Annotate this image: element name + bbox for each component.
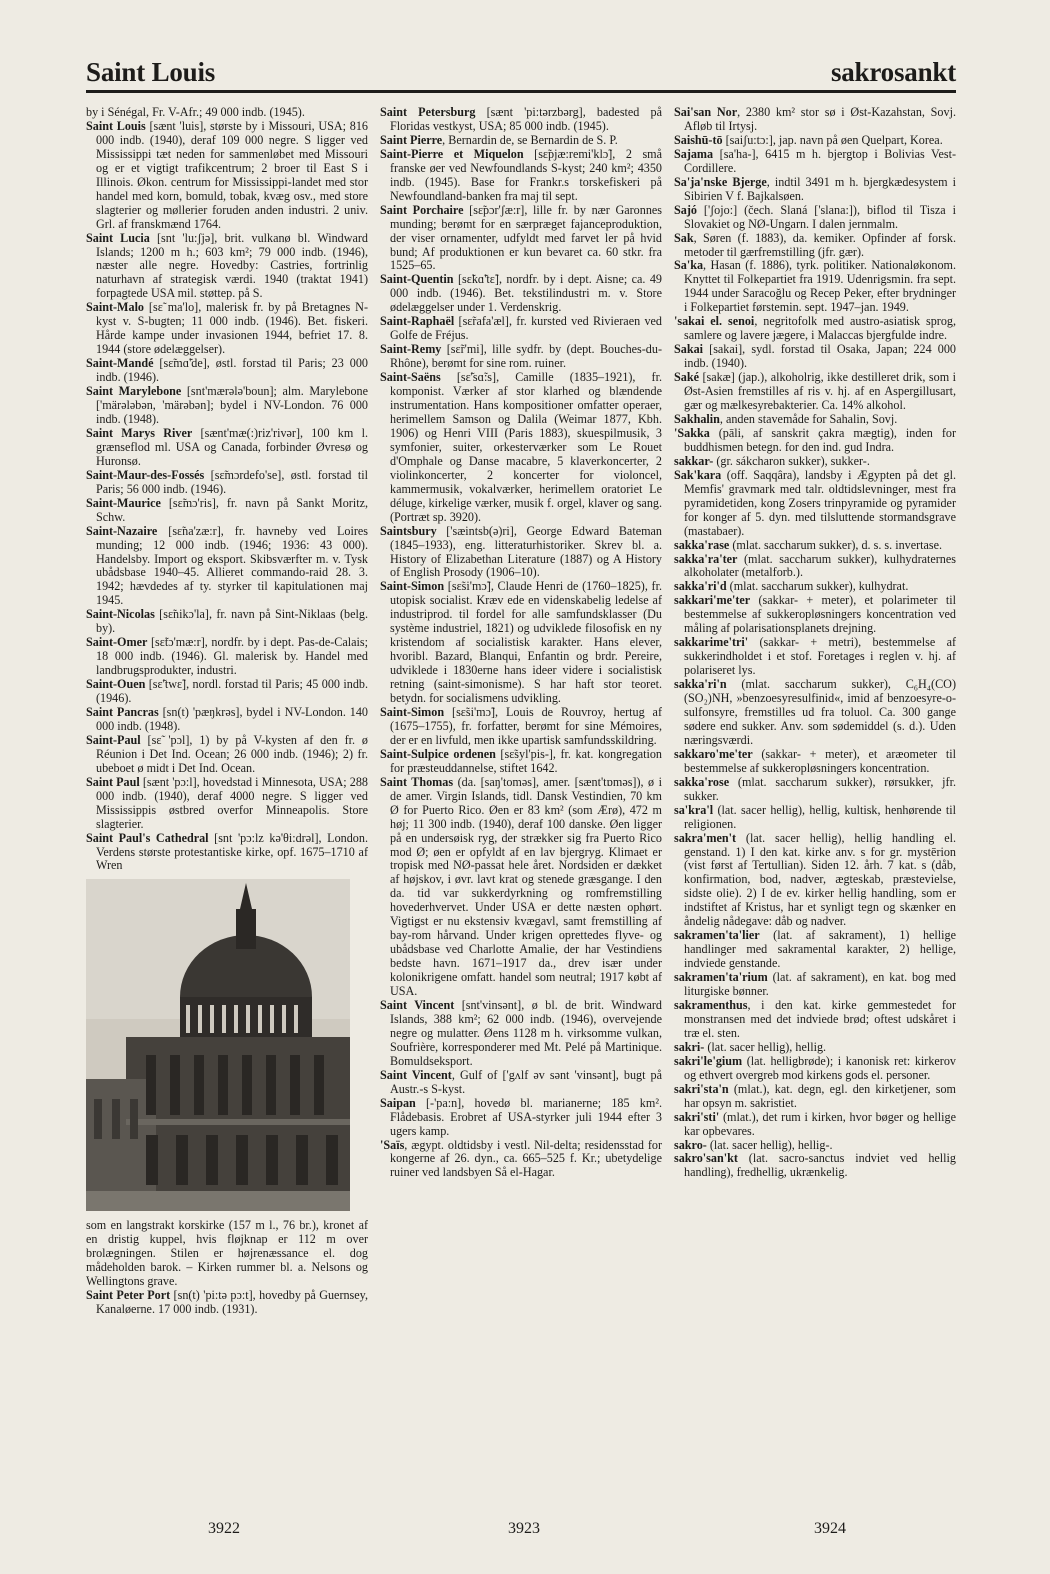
dictionary-entry: Saint Paul's Cathedral [snt 'pɔ:lz kə'θi:drəl], London. Verdens største protestantiske kirke, opf. 1675–1710 af Wren [86,830,368,873]
column-1-entries [86,106,368,873]
dictionary-entry: Sak'kara (off. Saqqâra), landsby i Ægypten på det gl. Memfis' gravmark med talr. oldtidslevninger, mest fra pyramidetiden, kong Zosers trinpyramide og pyramider for konger af 5. dyn. med tilsluttende stormandsgrave (mastabaer). [674,467,956,538]
running-head-right: sakrosankt [830,57,956,87]
dictionary-entry: Saint Louis [sænt 'luis], største by i Missouri, USA; 816 000 indb. (1940), deraf 109 000 negre. S ligger ved Mississippi tæt neden for sammenløbet med Missouri og er et vigtigt trafikcentrum; 2 broer til East S i Illinois. Økon. centrum for Mississippi-landet med stor handel med korn, bomuld, tobak, kvæg osv., med store slagterier og møllerier foruden anden industri. 2 univ. Grl. af franskmænd 1764. [86,118,368,231]
dictionary-entry: by i Sénégal, Fr. V-Afr.; 49 000 indb. (1945). [86,106,305,119]
dictionary-entry: Sajama [sa'ha-], 6415 m h. bjergtop i Bolivias Vest-Cordillere. [674,146,956,175]
dictionary-entry: 'sakai el. senoi, negritofolk med austro-asiatisk sprog, samlere og lavere jægere, i Malaccas bjergfulde indre. [674,314,956,343]
dictionary-entry: Saint-Pierre et Miquelon [sɛ̃pjæ:remi'klɔ̃], 2 små franske øer ved Newfoundlands S-kyst; 240 km²; 4350 indb. (1945). Base for Frankr.s torskefiskeri på Newfoundland-banken fra maj til sept. [380,146,662,203]
header-rule [86,90,956,93]
dictionary-entry: Saint-Maurice [sɛ̃mɔ'ris], fr. navn på Sankt Moritz, Schw. [86,495,368,524]
dictionary-entry: sakka'ri'd (mlat. saccharum sukker), kulhydrat. [674,579,909,594]
dictionary-entry: Saint Lucia [snt 'lu:ʃjə], brit. vulkanø bl. Windward Islands; 1200 m h.; 603 km²; 79 000 indb. (1946), næster alle negre. Hovedby: Castries, fortrinlig naturhavn af strategisk værdi. 1940 (traktat 1941) forpagtede USA mil. støttep. på S. [86,230,368,301]
dictionary-entry: Saint-Mandé [sɛ̃mɑ̃'de], østl. forstad til Paris; 23 000 indb. (1946). [86,356,368,385]
dictionary-entry: Saint-Paul [sɛ̃ 'pɔl], 1) by på V-kysten af den fr. ø Réunion i Det Ind. Ocean; 26 000 indb. (1946); 2) fr. ubeboet ø midt i Det Ind. Ocean. [86,732,368,775]
dictionary-entry: Saint Vincent [snt'vinsənt], ø bl. de brit. Windward Islands, 388 km²; 62 000 indb. (1946), overvejende negre og mulatter. Øens 1128 m h. virksomme vulkan, Soufrière, korresponderer med Mt. Pelé på Martinique. Bomuldseksport. [380,998,662,1068]
dictionary-entry: Saintsbury ['sæintsb(ə)ri], George Edward Bateman (1845–1933), eng. litteraturhistoriker. Skrev bl. a. History of Elizabethan Literature (1887) og A History of English Prosody (1906–10). [380,523,662,580]
dictionary-entry: Sa'ja'nske Bjerge, indtil 3491 m h. bjergkædesystem i Sibirien V f. Bajkalsøen. [674,174,956,203]
dictionary-entry: Saint Petersburg [sænt 'pi:tərzbərg], badested på Floridas vestkyst, USA; 85 000 indb. (1945). [380,106,662,133]
dictionary-entry: Saint Marylebone [snt'mærələ'boun]; alm. Marylebone ['märələbən, 'märəbən]; bydel i NV-London. 76 000 indb. (1948). [86,384,368,426]
running-head-left: Saint Louis [86,57,216,87]
column-1 [86,106,368,1506]
dictionary-entry: sakra'men't (lat. sacer hellig), hellig handling el. genstand. 1) I den kat. kirke anv. s for gr. mystērion (vist først af Tertullian). Siden 12. årh. 7 kat. s (dåb, konfirmation, bod, nadver, ægteskab, præstevielse, sidste olie). 2) I de ev. kirker hellig handling, som er indstiftet af Kristus, har et synligt tegn og skænker en åndelig nådegave: dåb og nadver. [674,830,956,929]
dictionary-entry: Saint-Raphaël [sɛ̃rafa'æl], fr. kursted ved Rivieraen ved Golfe de Fréjus. [380,314,662,343]
dictionary-entry: Saint Porchaire [sɛ̃pɔr'ʃæ:r], lille fr. by nær Garonnes munding; berømt for en særpræget fajanceproduktion, der viser ornamenter, udfyldt med farvet ler på hvid bund; Af produktionen er kun bevaret ca. 60 stkr. fra 1525–65. [380,202,662,273]
dictionary-entry: sakka'rase (mlat. saccharum sukker), d. s. s. invertase. [674,537,943,552]
dictionary-entry: sakri'sta'n (mlat.), kat. degn, egl. den kirketjener, som har opsyn m. sakristiet. [674,1081,956,1110]
dictionary-entry: Saint Pierre, Bernardin de, se Bernardin de S. P. [380,132,618,147]
dictionary-entry: Saint-Simon [sɛ̃si'mɔ̃], Louis de Rouvroy, hertug af (1675–1755), fr. forfatter, berømt for sine Mémoires, der er en livfuld, men ikke upartisk samfundsskildring. [380,704,662,747]
dictionary-entry: sakro- (lat. sacer hellig), hellig-. [674,1137,833,1152]
dictionary-entry: 'Sakka (pāli, af sanskrit çakra mægtig), inden for buddhismen betegn. for den ind. gud Indra. [674,425,956,454]
dictionary-entry: Saint-Omer [sɛ̃tɔ'mæ:r], nordfr. by i dept. Pas-de-Calais; 18 000 indb. (1946). Gl. malerisk by. Handel med landbrugsprodukter, industri. [86,635,368,678]
st-pauls-cathedral-photo [86,879,350,1211]
dictionary-entry: Saint Marys River [sænt'mæ(:)riz'rivər], 100 km l. grænseflod ml. USA og Canada, forbinder Øvresø og Huronsø. [86,425,368,468]
dictionary-entry: sakkar- (gr. sákcharon sukker), sukker-. [674,453,870,468]
dictionary-entry: sakramen'ta'lier (lat. af sakrament), 1) hellige handlinger med sakramental karakter, 2) hellige, indviede genstande. [674,928,956,971]
page-number-1: 3922 [208,1520,240,1537]
dictionary-entry: Saint-Quentin [sɛ̃kɑ̃'tɛ̃], nordfr. by i dept. Aisne; ca. 49 000 indb. (1946). Bet. tekstilindustri m. v. Store ødelæggelser under 1. Verdenskrig. [380,272,662,315]
dictionary-entry: sa'kra'l (lat. sacer hellig), hellig, kultisk, henhørende til religionen. [674,802,956,831]
dictionary-entry: sakkarime'tri' (sakkar- + metri), bestemmelse af sukkerindholdet i et stof. Foretages i reglen v. hj. af polariseret lys. [674,635,956,678]
page-number-3: 3924 [814,1520,846,1537]
dictionary-entry: sakka'ri'n (mlat. saccharum sukker), C₆H₄(CO)(SO₂)NH, »benzoesyresulfinid«, imid af benzoesyre-o-sulfonsyre, fremstilles ud fra toluol. Ca. 300 gange sødere end sukker. Anv. som sødemiddel (s. d.). Uden næringsværdi. [674,677,956,747]
dictionary-entry: sakkaro'me'ter (sakkar- + meter), et aræometer til bestemmelse af sukkeropløsningers koncentration. [674,746,956,775]
dictionary-entry: Sak, Søren (f. 1883), da. kemiker. Opfinder af forsk. metoder til gærfremstilling (jfr. gær). [674,230,956,259]
dictionary-entry: Saint Paul [sænt 'pɔ:l], hovedstad i Minnesota, USA; 288 000 indb. (1940), deraf 4000 negre. S ligger ved Mississippis østbred overfor Minneapolis. Store slagterier. [86,774,368,831]
dictionary-entry: 'Saïs, ægypt. oldtidsby i vestl. Nil-delta; residensstad for kongerne af 26. dyn., ca. 665–525 f. Kr.; ubetydelige ruiner ved landsbyen Så el-Hagar. [380,1137,662,1180]
dictionary-entry: Saint-Sulpice ordenen [sɛ̃syl'pis-], fr. kat. kongregation for præsteuddannelse, stiftet 1642. [380,746,662,775]
dictionary-entry: Saishū-tō [saiʃu:tɔ:], jap. navn på øen Quelpart, Korea. [674,132,943,147]
dictionary-entry: sakramen'ta'rium (lat. af sakrament), en kat. bog med liturgiske bønner. [674,970,956,999]
dictionary-entry: Sa'ka, Hasan (f. 1886), tyrk. politiker. Nationaløkonom. Knyttet til Folkepartiet fra 1919. Udenrigsmin. fra sept. 1944 under Saracoğlu og Recep Peker, efter brydninger i Folkepartiet førstemin. sept. 1947–jan. 1949. [674,258,956,315]
dictionary-entry: sakka'ra'ter (mlat. saccharum sukker), kulhydraternes alkoholater (metalforb.). [674,551,956,580]
column-2 [380,106,662,1506]
dictionary-entry: Saint-Nazaire [sɛ̃na'zæ:r], fr. havneby ved Loires munding; 12 000 indb. (1946; 1936: 43 000). Handelsby. Import og eksport. Skibsværfter m. v. Tysk ubådsbase 1940–45. Allieret commando-raid 28. 3. 1942; hævdedes af ty. styrker til kapitulationen maj 1945. [86,523,368,608]
dictionary-entry: Saipan [-'pa:n], hovedø bl. marianerne; 185 km². Flådebasis. Erobret af USA-styrker juli 1944 efter 3 ugers kamp. [380,1095,662,1138]
dictionary-entry: sakri'le'gium (lat. helligbrøde); i kanonisk ret: kirkerov og ethvert overgreb mod kirkens gods el. personer. [674,1053,956,1082]
dictionary-entry: Saint-Remy [sɛ̃r'mi], lille sydfr. by (dept. Bouches-du-Rhône), berømt for sine rom. ruiner. [380,342,662,371]
column-3 [674,106,956,1506]
dictionary-entry: Saint-Maur-des-Fossés [sɛ̃mɔrdefo'se], østl. forstad til Paris; 56 000 indb. (1946). [86,467,368,496]
dictionary-entry: som en langstrakt korskirke (157 m l., 76 br.), kronet af en dristig kuppel, hvis fløjknap er 112 m over brolægningen. Stilen er højrenæssance el. dog mådeholden barok. – Kirken rummer bl. a. Nelsons og Wellingtons grave. [86,1218,368,1289]
dictionary-entry: sakri- (lat. sacer hellig), hellig. [674,1039,827,1054]
dictionary-entry: Saint Vincent, Gulf of ['gʌlf əv sənt 'vinsənt], bugt på Austr.-s S-kyst. [380,1067,662,1096]
dictionary-entry: Saint-Malo [sɛ̃ ma'lo], malerisk fr. by på Bretagnes N-kyst v. S-bugten; 11 000 indb. (1946). Bet. fiskeri. Hårde kampe under invasionen 1944, befriet 17. 8. 1944 (store ødelæggelser). [86,300,368,357]
dictionary-entry: Sakhalin, anden stavemåde for Sahalin, Sovj. [674,411,898,426]
dictionary-entry: Saké [sakæ] (jap.), alkoholrig, ikke destilleret drik, som i Øst-Asien fremstilles af ris v. hj. af en Aspergillusart, gær og mælkesyrebakterier. Ca. 14% alkohol. [674,370,956,413]
dictionary-entry: Saint-Nicolas [sɛ̃nikɔ'la], fr. navn på Sint-Niklaas (belg. by). [86,607,368,636]
dictionary-entry: sakka'rose (mlat. saccharum sukker), rørsukker, jfr. sukker. [674,774,956,803]
running-header [86,42,956,86]
dictionary-entry: Saint Peter Port [sn(t) 'pi:tə pɔ:t], hovedby på Guernsey, Kanaløerne. 17 000 indb. (1931). [86,1288,368,1317]
dictionary-entry: Sai'san Nor, 2380 km² stor sø i Øst-Kazahstan, Sovj. Afløb til Irtysj. [674,106,956,133]
dictionary-columns [86,106,956,1506]
column-1-entries-continued [86,1219,368,1317]
dictionary-entry: Saint-Ouen [sɛ̃'twɛ̃], nordl. forstad til Paris; 45 000 indb. (1946). [86,677,368,706]
dictionary-entry: sakkari'me'ter (sakkar- + meter), et polarimeter til bestemmelse af sukkeropløsningers koncentration ved måling af polarisationsplanets drejning. [674,593,956,636]
dictionary-entry: Saint Pancras [sn(t) 'pæŋkrəs], bydel i NV-London. 140 000 indb. (1948). [86,704,368,733]
dictionary-entry: sakro'san'kt (lat. sacro-sanctus indviet ved hellig handling), fredhellig, ukrænkelig. [674,1151,956,1180]
dictionary-entry: Saint-Saëns [sɛ̃'sɑ̃:s], Camille (1835–1921), fr. komponist. Værker af stor klarhed og blændende instrumentation. Hans kompositioner omfatter operaer, herimellem Samson og Dalila (Weimar 1877, Kbh. 1906) og Henri VIII (Paris 1883), skuespilmusik, 3 symfonier, suiter, orkesterværker som Le Rouet d'Omphale og Danse macabre, 5 klaverkoncerter, 2 violinkoncerter, 2 koncerter for violoncel, kammermusik, vokalværker, herimellem oratoriet Le déluge, kirkelige værker, musik f. orgel, klaver og sang. (Portræt sp. 3920). [380,370,662,524]
dictionary-entry: Saint Thomas (da. [saŋ'toməs], amer. [sænt'tɒməs]), ø i de amer. Virgin Islands, tidl. Dansk Vestindien, 70 km Ø for Puerto Rico. Øen er 83 km² (som Ærø), 472 m høj; 11 300 indb. (1940), deraf 100 danske. Øen ligger på en undersøisk ryg, der strækker sig fra Puerto Rico mod Ø; øen er opfyldt af en lav bjergryg. Klimaet er tropisk med NØ-passat hele året. Nordsiden er dækket af højskov, i øvr. lavt krat og stenede græsgange. I den da. tid var sukkerdyrkning og romfremstilling hovederhvervet. Under USA er dette næsten ophørt. Vigtigst er nu ekstensiv kvægavl, samt fremstilling af bay-rom hårvand. Under krigen oprettedes flyve- og ubådsbase ved Charlotte Amalie, der har Vestindiens bedste havn. 1671–1917 da., drev især under kolonikrigene omfatt. handel som neutral; 1917 købt af USA. [380,774,662,999]
page-number-2: 3923 [508,1520,540,1537]
dictionary-entry: sakramenthus, i den kat. kirke gemmestedet for monstransen med det indviede brød; oftest udskåret i træ el. sten. [674,998,956,1040]
dictionary-entry: sakri'sti' (mlat.), det rum i kirken, hvor bøger og hellige kar opbevares. [674,1109,956,1138]
dictionary-entry: Sajó ['ʃojo:] (čech. Slaná ['slana:]), biflod til Tisza i Slovakiet og NØ-Ungarn. I dalen jernmalm. [674,202,956,231]
page-numbers [86,1520,956,1544]
dictionary-entry: Sakai [sakai], sydl. forstad til Osaka, Japan; 224 000 indb. (1940). [674,342,956,371]
dictionary-entry: Saint-Simon [sɛ̃si'mɔ̃], Claude Henri de (1760–1825), fr. utopisk socialist. Kræv ede en videnskabelig ledelse af industriprod. til fordel for alle samfundsklasser (Du système industriel, 1821) og udviklede filosofisk en ny kristendom af socialistisk karakter. Hans elever, hvoribl. Bazard, Blanqui, Enfantin og brdr. Pereire, udviklede i 1830erne hans ideer videre i socialistisk retning (saint-simonisme). S har haft stor teoret. betydn. for socialismens udvikling. [380,579,662,706]
